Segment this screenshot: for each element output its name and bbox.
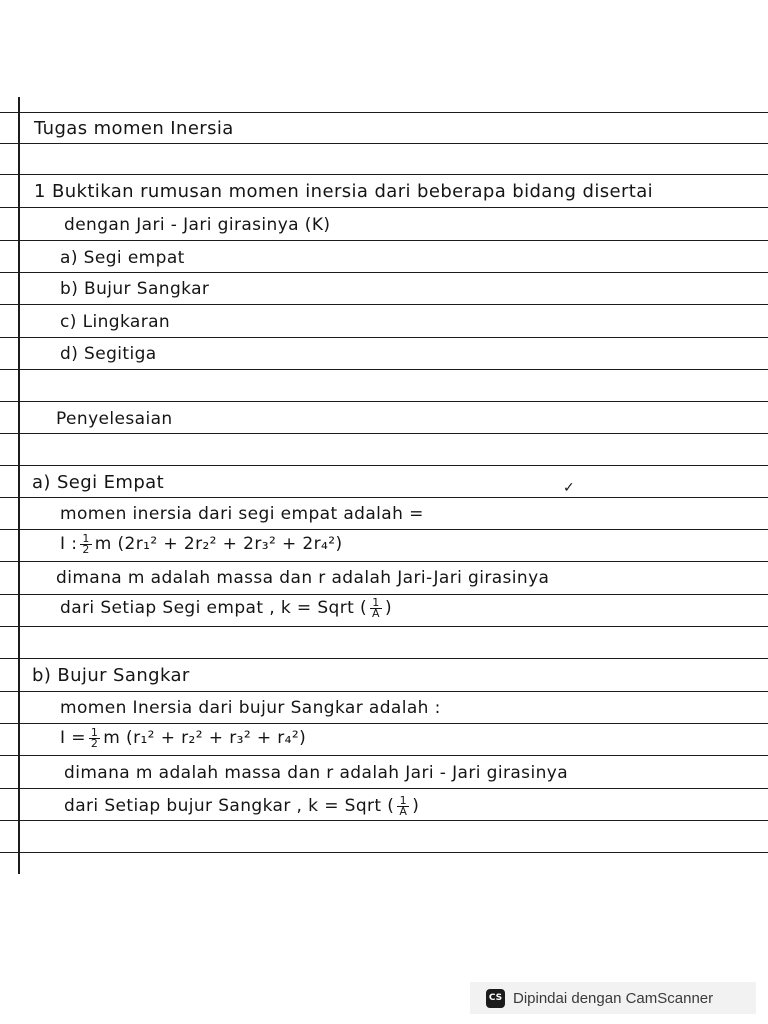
camscanner-logo-icon: CS: [486, 989, 505, 1008]
ruled-line: [0, 112, 768, 113]
ruled-line: [0, 174, 768, 175]
part-a-line-3: dimana m adalah massa dan r adalah Jari-Jari girasinya: [56, 568, 550, 588]
part-b-formula: [60, 727, 306, 749]
part-a-line-1: momen inersia dari segi empat adalah =: [60, 504, 424, 524]
formula-prefix: I =: [60, 728, 86, 748]
ruled-line: [0, 561, 768, 562]
ruled-line: [0, 529, 768, 530]
ruled-line: [0, 272, 768, 273]
ruled-line: [0, 852, 768, 853]
ruled-line: [0, 207, 768, 208]
ruled-line: [0, 594, 768, 595]
fraction-one-half: $\frac{1}{2}$: [82, 531, 90, 556]
part-b-heading: b) Bujur Sangkar: [32, 665, 190, 686]
ruled-line: [0, 240, 768, 241]
fraction-one-half: $\frac{1}{2}$: [90, 725, 99, 750]
ruled-line: [0, 369, 768, 370]
fraction-one-over-a: $\frac{1}{A}$: [399, 793, 408, 818]
formula-body: m (r₁² + r₂² + r₃² + r₄²): [103, 728, 307, 748]
part-a-formula: [60, 533, 343, 555]
formula-body: m (2r₁² + 2r₂² + 2r₃² + 2r₄²): [94, 534, 343, 554]
formula-prefix: I :: [60, 534, 78, 554]
ruled-line: [0, 755, 768, 756]
ruled-line: [0, 626, 768, 627]
question-option-c: c) Lingkaran: [60, 312, 171, 332]
part-b-line-1: momen Inersia dari bujur Sangkar adalah :: [60, 698, 441, 718]
ruled-line: [0, 401, 768, 402]
check-mark: ✓: [563, 480, 575, 496]
page-title: Tugas momen Inersia: [34, 118, 234, 139]
ruled-line: [0, 723, 768, 724]
question-option-d: d) Segitiga: [60, 344, 157, 364]
ruled-line: [0, 820, 768, 821]
question-line-1: 1 Buktikan rumusan momen inersia dari beberapa bidang disertai: [34, 181, 654, 202]
ruled-line: [0, 304, 768, 305]
ruled-line: [0, 497, 768, 498]
question-option-a: a) Segi empat: [60, 248, 185, 268]
ruled-line: [0, 143, 768, 144]
camscanner-watermark: [470, 982, 756, 1014]
part-a-line-4: dari Setiap Segi empat , k = Sqrt ( $\frac{1}{A}$ ): [60, 595, 393, 620]
ruled-line: [0, 465, 768, 466]
ruled-line: [0, 433, 768, 434]
part-a-heading: a) Segi Empat: [32, 472, 165, 493]
fraction-one-over-a: $\frac{1}{A}$: [372, 595, 380, 620]
part-b-line-3: dimana m adalah massa dan r adalah Jari - Jari girasinya: [64, 763, 569, 783]
question-line-2: dengan Jari - Jari girasinya (K): [64, 215, 331, 235]
ruled-line: [0, 658, 768, 659]
ruled-line: [0, 788, 768, 789]
ruled-line: [0, 337, 768, 338]
margin-line: [18, 97, 20, 874]
question-option-b: b) Bujur Sangkar: [60, 279, 210, 299]
solution-heading: Penyelesaian: [56, 409, 173, 429]
ruled-line: [0, 691, 768, 692]
watermark-label: Dipindai dengan CamScanner: [513, 989, 714, 1007]
part-b-line-4: dari Setiap bujur Sangkar , k = Sqrt ( $\frac{1}{A}$ ): [64, 793, 420, 818]
